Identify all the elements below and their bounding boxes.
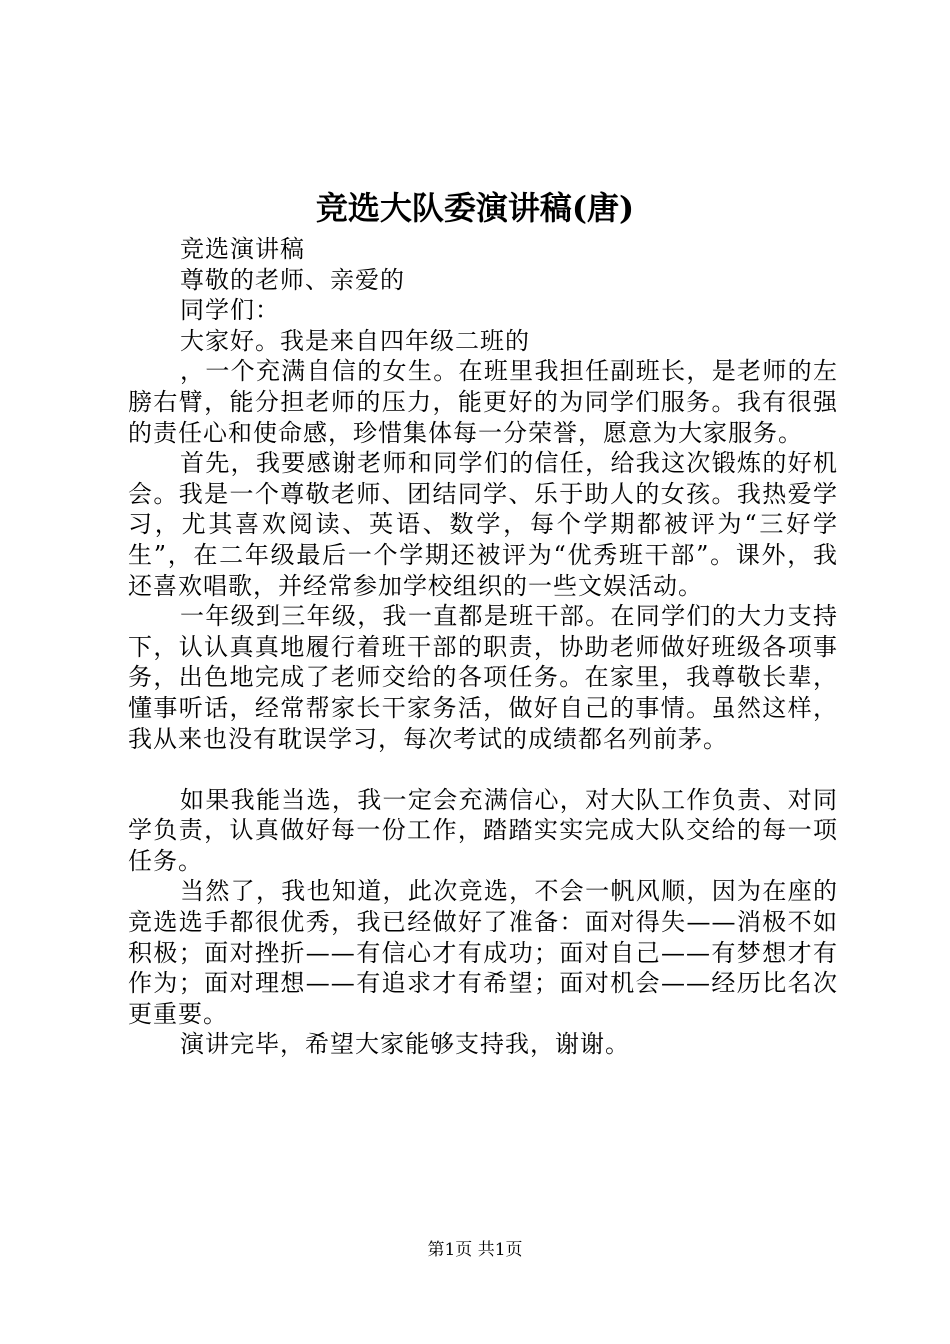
paragraph-heading: 竞选演讲稿 bbox=[180, 235, 305, 263]
paragraph-attitude: 当然了，我也知道，此次竞选，不会一帆风顺，因为在座的竞选选手都很优秀，我已经做好了准备：面对得失——消极不如积极；面对挫折——有信心才有成功；面对自己——有梦想才有作为；面对理想——有追求才有希望；面对机会——经历比名次更重要。 bbox=[128, 877, 838, 1028]
document-body bbox=[128, 234, 838, 1060]
paragraph-experience: 一年级到三年级，我一直都是班干部。在同学们的大力支持下，认认真真地履行着班干部的职责，协助老师做好班级各项事务，出色地完成了老师交给的各项任务。在家里，我尊敬长辈，懂事听话，经常帮家长干家务活，做好自己的事情。虽然这样，我从来也没有耽误学习，每次考试的成绩都名列前茅。 bbox=[128, 602, 838, 753]
page-footer: 第1页 共1页 bbox=[427, 1240, 523, 1260]
paragraph-greeting: 大家好。我是来自四年级二班的 bbox=[180, 326, 530, 355]
paragraph-promise: 如果我能当选，我一定会充满信心，对大队工作负责、对同学负责，认真做好每一份工作，踏踏实实完成大队交给的每一项任务。 bbox=[128, 785, 838, 875]
paragraph-introduction: ，一个充满自信的女生。在班里我担任副班长，是老师的左膀右臂，能分担老师的压力，能更好的为同学们服务。我有很强的责任心和使命感，珍惜集体每一分荣誉，愿意为大家服务。 bbox=[128, 357, 838, 447]
paragraph-thanks: 首先，我要感谢老师和同学们的信任，给我这次锻炼的好机会。我是一个尊敬老师、团结同学、乐于助人的女孩。我热爱学习，尤其喜欢阅读、英语、数学，每个学期都被评为“三好学生”，在二年级最后一个学期还被评为“优秀班干部”。课外，我还喜欢唱歌，并经常参加学校组织的一些文娱活动。 bbox=[128, 449, 838, 600]
paragraph-salutation-2: 同学们： bbox=[180, 296, 280, 325]
paragraph-spacer bbox=[128, 754, 838, 785]
paragraph-closing: 演讲完毕，希望大家能够支持我，谢谢。 bbox=[180, 1030, 630, 1059]
document-title: 竞选大队委演讲稿(唐) bbox=[315, 189, 635, 227]
paragraph-salutation-1: 尊敬的老师、亲爱的 bbox=[180, 265, 405, 294]
